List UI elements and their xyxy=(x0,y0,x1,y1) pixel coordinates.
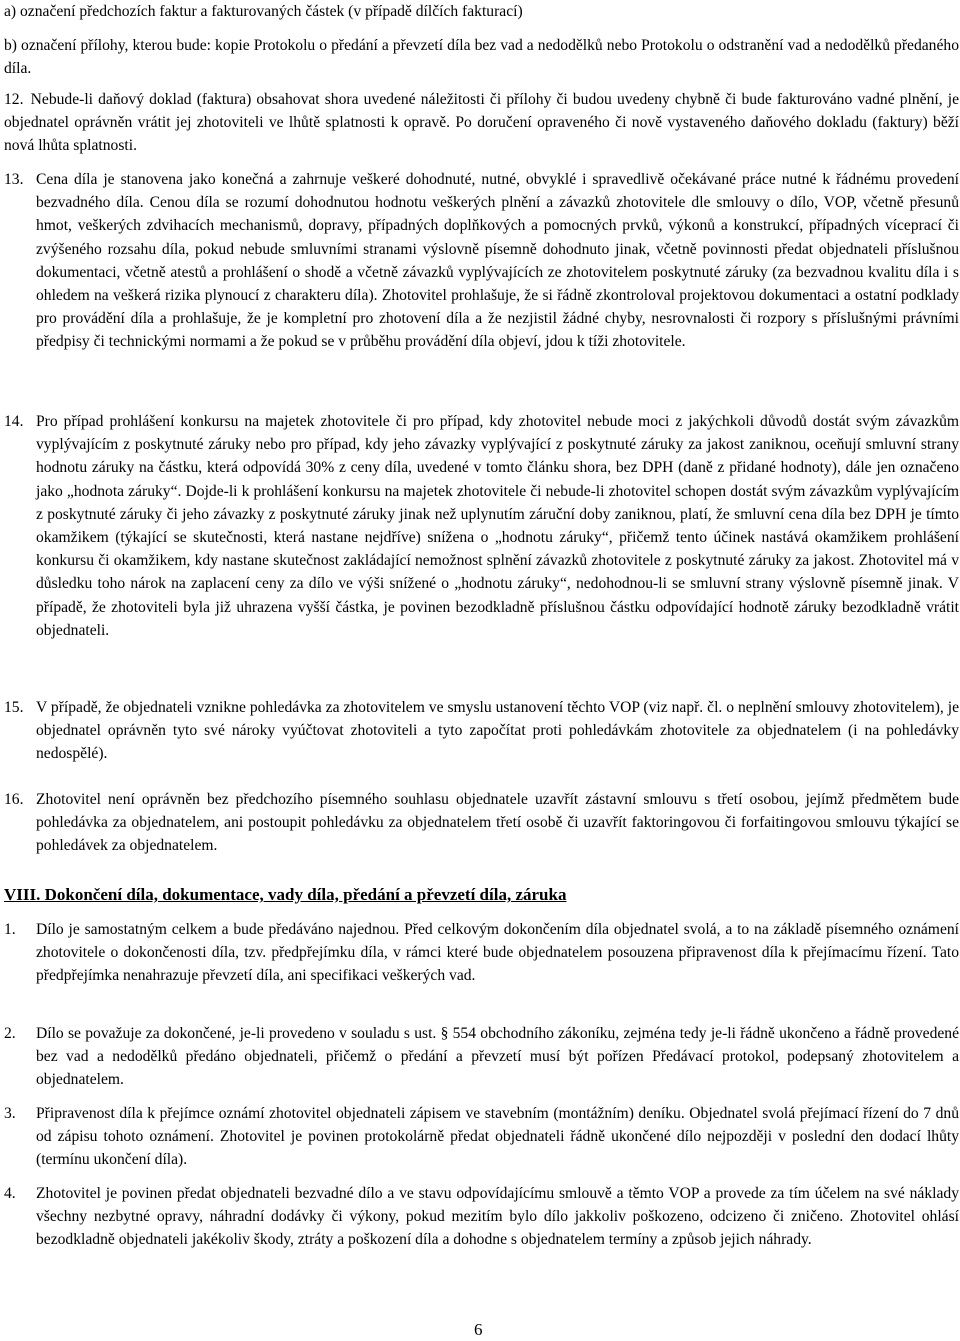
clause-number: 16. xyxy=(4,791,24,808)
clause-13 xyxy=(4,168,959,354)
clause-text: Pro případ prohlášení konkursu na majetek zhotovitele či pro případ, kdy zhotovitel nebude moci z jakýchkoli důvodů dostát svým závazkům vyplývajícím z poskytnuté záruky nebo pro případ, kdy jeho závazky vyplývající z poskytnuté záruky za jakost zaniknou, oceňují smluvní strany hodnotu záruky na částku, která odpovídá 30% z ceny díla, uvedené v tomto článku shora, bez DPH (daně z přidané hodnoty), dále jen označeno jako „hodnota záruky“. Dojde-li k prohlášení konkursu na majetek zhotovitele či nebude-li zhotovitel schopen dostát svým závazkům vyplývajícím z poskytnuté záruky či jeho závazky z poskytnuté záruky jinak než uplynutím záruční doby zaniknou, platí, že smluvní cena díla bez DPH je tímto okamžikem (týkající se skutečnosti, která nastane nejdříve) snížena o „hodnotu záruky“, přičemž tento účinek nastává okamžikem prohlášení konkursu či okamžikem, kdy nastane skutečnost zakládající nemožnost splnění závazků zhotovitele z poskytnuté záruky za jakost. Zhotovitel má v důsledku toho nárok na zaplacení ceny za dílo ve výši snížené o „hodnotu záruky“, nedohodnou-li se smluvní strany výslovně písemně jinak. V případě, že zhotoviteli byla již uhrazena vyšší částka, je povinen bezodkladně příslušnou částku odpovídající hodnotě záruky bezodkladně vrátit objednateli. xyxy=(36,413,959,639)
item-text: Připravenost díla k přejímce oznámí zhotovitel objednateli zápisem ve stavebním (montážním) deníku. Objednatel svolá přejímací řízení do 7 dnů od zápisu tohoto oznámení. Zhotovitel je povinen protokolárně předat objednateli řádně ukončené dílo nejpozději v poslední den dodací lhůty (termínu ukončení díla). xyxy=(36,1105,959,1169)
clause-12 xyxy=(4,88,959,158)
section-heading: VIII. Dokončení díla, dokumentace, vady díla, předání a převzetí díla, záruka xyxy=(4,885,567,904)
clause-text: Cena díla je stanovena jako konečná a zahrnuje veškeré dohodnuté, nutné, obvyklé i spravedlivě očekávané práce nutné k řádnému provedení bezvadného díla. Cenou díla se rozumí dohodnutou hodnotu veškerých plnění a závazků zhotovitele dle smlouvy o dílo, VOP, včetně přesunů hmot, veškerých zdvihacích mechanismů, dopravy, případných doplňkových a pomocných prvků, výkonů a konstrukcí, případných víceprací či zvýšeného rozsahu díla, pokud nebude smluvními stranami výslovně písemně dohodnuto jinak, včetně povinnosti předat objednateli příslušnou dokumentaci, včetně atestů a prohlášení o shodě a včetně závazků vyplývajících ze zhotovitelem poskytnuté záruky (za bezvadnou kvalitu díla i s ohledem na veškerá rizika plynoucí z charakteru díla). Zhotovitel prohlašuje, že si řádně zkontroloval projektovou dokumentaci a ostatní podklady pro provádění díla a prohlašuje, že je kompletní pro zhotovení díla a že nezjistil žádné chyby, nesrovnalosti či rozpory s příslušnými právními předpisy či technickými normami a že pokud se v průběhu provádění díla objeví, jdou k tíži zhotovitele. xyxy=(36,171,959,351)
item-number: 1. xyxy=(4,921,16,938)
item-number: 3. xyxy=(4,1105,16,1122)
clause-number: 12. xyxy=(4,91,24,108)
page-number: 6 xyxy=(474,1320,483,1339)
sub-item-b xyxy=(4,34,959,80)
clause-text: Zhotovitel není oprávněn bez předchozího písemného souhlasu objednatele uzavřít zástavní smlouvu s třetí osobou, jejímž předmětem bude pohledávka za objednatelem, ani postoupit pohledávku za objednatelem třetí osobě či uzavřít faktoringovou či forfaitingovou smlouvu týkající se pohledávek za objednatelem. xyxy=(36,791,959,855)
viii-item-2 xyxy=(4,1022,959,1092)
viii-item-1 xyxy=(4,918,959,988)
sub-item-a-text: a) označení předchozích faktur a fakturovaných částek (v případě dílčích fakturací) xyxy=(4,3,523,20)
sub-item-a xyxy=(4,0,959,23)
item-text: Dílo je samostatným celkem a bude předáváno najednou. Před celkovým dokončením díla objednatel svolá, a to na základě písemného oznámení zhotovitele o dokončenosti díla, tzv. předpřejímku díla, v rámci které bude objednatelem posouzena připravenost díla k přejímacímu řízení. Tato předpřejímka nenahrazuje převzetí díla, ani specifikaci veškerých vad. xyxy=(36,921,959,985)
clause-number: 13. xyxy=(4,171,24,188)
clause-text: V případě, že objednateli vznikne pohledávka za zhotovitelem ve smyslu ustanovení těchto VOP (viz např. čl. o neplnění smlouvy zhotovitelem), je objednatel oprávněn tyto své nároky vyúčtovat zhotoviteli a tyto započítat proti pohledávkám zhotovitele za objednatelem (i na pohledávky nedospělé). xyxy=(36,699,959,763)
sub-item-b-text: b) označení přílohy, kterou bude: kopie Protokolu o předání a převzetí díla bez vad a nedodělků nebo Protokolu o odstranění vad a nedodělků předaného díla. xyxy=(4,37,959,78)
item-number: 2. xyxy=(4,1025,16,1042)
item-text: Zhotovitel je povinen předat objednateli bezvadné dílo a ve stavu odpovídajícímu smlouvě a těmto VOP a provede za tím účelem na své náklady všechny nezbytné opravy, náhradní dodávky či výkony, pokud mezitím bylo dílo jakkoliv poškozeno, odcizeno či zničeno. Zhotovitel ohlásí bezodkladně objednateli jakékoliv škody, ztráty a poškození díla a dohodne s objednatelem termíny a způsob jejich náhrady. xyxy=(36,1185,959,1249)
viii-item-3 xyxy=(4,1102,959,1172)
item-text: Dílo se považuje za dokončené, je-li provedeno v souladu s ust. § 554 obchodního zákoníku, zejména tedy je-li řádně ukončeno a řádně provedené bez vad a nedodělků předáno objednateli, přičemž o předání a převzetí musí být pořízen Předávací protokol, podepsaný zhotovitelem a objednatelem. xyxy=(36,1025,959,1089)
clause-number: 15. xyxy=(4,699,24,716)
viii-item-4 xyxy=(4,1182,959,1252)
clause-14 xyxy=(4,410,959,642)
item-number: 4. xyxy=(4,1185,16,1202)
clause-text: Nebude-li daňový doklad (faktura) obsahovat shora uvedené náležitosti či přílohy či budou uvedeny chybně či bude fakturováno vadné plnění, je objednatel oprávněn vrátit jej zhotoviteli ve lhůtě splatnosti k opravě. Po doručení opraveného či nově vystaveného daňového dokladu (faktury) běží nová lhůta splatnosti. xyxy=(4,91,959,155)
clause-16 xyxy=(4,788,959,858)
clause-15 xyxy=(4,696,959,766)
clause-number: 14. xyxy=(4,413,24,430)
